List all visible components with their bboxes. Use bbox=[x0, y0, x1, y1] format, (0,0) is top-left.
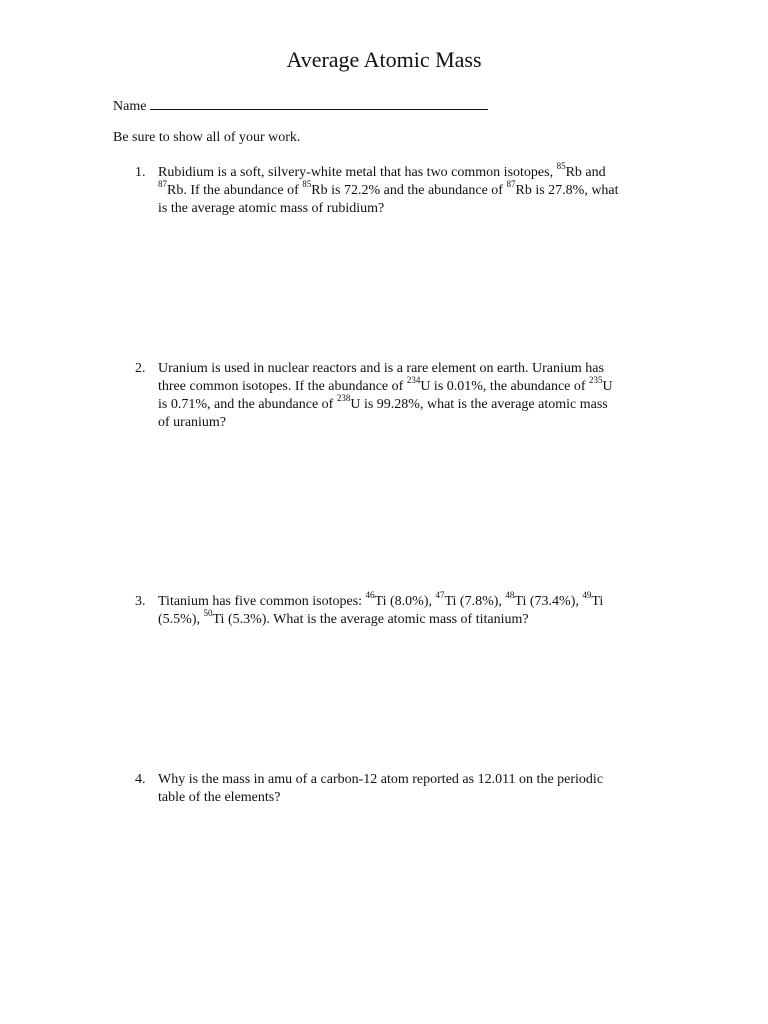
text-segment: three common isotopes. If the abundance of bbox=[158, 379, 407, 394]
question-3 bbox=[135, 590, 675, 629]
question-1 bbox=[135, 161, 675, 218]
text-segment: U bbox=[602, 379, 613, 394]
isotope-mass-number: 85 bbox=[556, 161, 566, 172]
question-line: is the average atomic mass of rubidium? bbox=[158, 201, 385, 216]
text-segment: Rb is 27.8%, what bbox=[515, 183, 619, 198]
isotope-mass-number: 46 bbox=[365, 590, 375, 601]
text-segment: Titanium has five common isotopes: bbox=[158, 594, 366, 609]
isotope-mass-number: 48 bbox=[505, 590, 515, 601]
text-segment: Ti (5.3%). What is the average atomic mass of titanium? bbox=[212, 612, 529, 627]
isotope-mass-number: 87 bbox=[158, 179, 167, 190]
question-line bbox=[158, 161, 675, 182]
question-line: Why is the mass in amu of a carbon-12 atom reported as 12.011 on the periodic bbox=[158, 772, 604, 787]
question-number: 1. bbox=[135, 165, 146, 180]
question-line: Uranium is used in nuclear reactors and is a rare element on earth. Uranium has bbox=[158, 361, 604, 376]
question-text bbox=[158, 360, 675, 432]
instructions-text: Be sure to show all of your work. bbox=[113, 130, 301, 145]
question-text bbox=[158, 771, 675, 807]
question-line: table of the elements? bbox=[158, 790, 281, 805]
question-number: 4. bbox=[135, 772, 146, 787]
question-line bbox=[158, 393, 675, 414]
text-segment: (5.5%), bbox=[158, 612, 204, 627]
name-blank-line[interactable] bbox=[150, 93, 488, 110]
isotope-mass-number: 234 bbox=[406, 375, 421, 386]
isotope-mass-number: 49 bbox=[582, 590, 592, 601]
question-4 bbox=[135, 771, 675, 807]
question-number: 3. bbox=[135, 594, 146, 609]
text-segment: Rb is 72.2% and the abundance of bbox=[311, 183, 507, 198]
question-2 bbox=[135, 360, 675, 432]
text-segment: Ti (8.0%), bbox=[374, 594, 436, 609]
isotope-mass-number: 47 bbox=[435, 590, 445, 601]
isotope-mass-number: 235 bbox=[589, 375, 603, 386]
worksheet-title: Average Atomic Mass bbox=[286, 47, 482, 72]
question-text bbox=[158, 590, 675, 629]
isotope-mass-number: 50 bbox=[203, 608, 213, 619]
text-segment: Rb. If the abundance of bbox=[167, 183, 303, 198]
question-line: of uranium? bbox=[158, 415, 227, 430]
isotope-mass-number: 238 bbox=[336, 393, 351, 404]
question-line bbox=[158, 179, 675, 200]
question-line bbox=[158, 375, 675, 396]
question-line bbox=[158, 590, 675, 611]
text-segment: Ti bbox=[591, 594, 604, 609]
text-segment: Rubidium is a soft, silvery-white metal that has two common isotopes, bbox=[158, 165, 557, 180]
isotope-mass-number: 85 bbox=[302, 179, 312, 190]
name-field-row bbox=[113, 93, 488, 116]
name-label: Name bbox=[113, 99, 147, 114]
question-number: 2. bbox=[135, 361, 146, 376]
text-segment: Ti (7.8%), bbox=[444, 594, 506, 609]
question-line bbox=[158, 608, 675, 629]
text-segment: U is 0.01%, the abundance of bbox=[420, 379, 590, 394]
text-segment: Rb and bbox=[565, 165, 606, 180]
text-segment: Ti (73.4%), bbox=[514, 594, 583, 609]
text-segment: is 0.71%, and the abundance of bbox=[158, 397, 337, 412]
question-text bbox=[158, 161, 675, 218]
text-segment: U is 99.28%, what is the average atomic mass bbox=[350, 397, 608, 412]
isotope-mass-number: 87 bbox=[506, 179, 516, 190]
